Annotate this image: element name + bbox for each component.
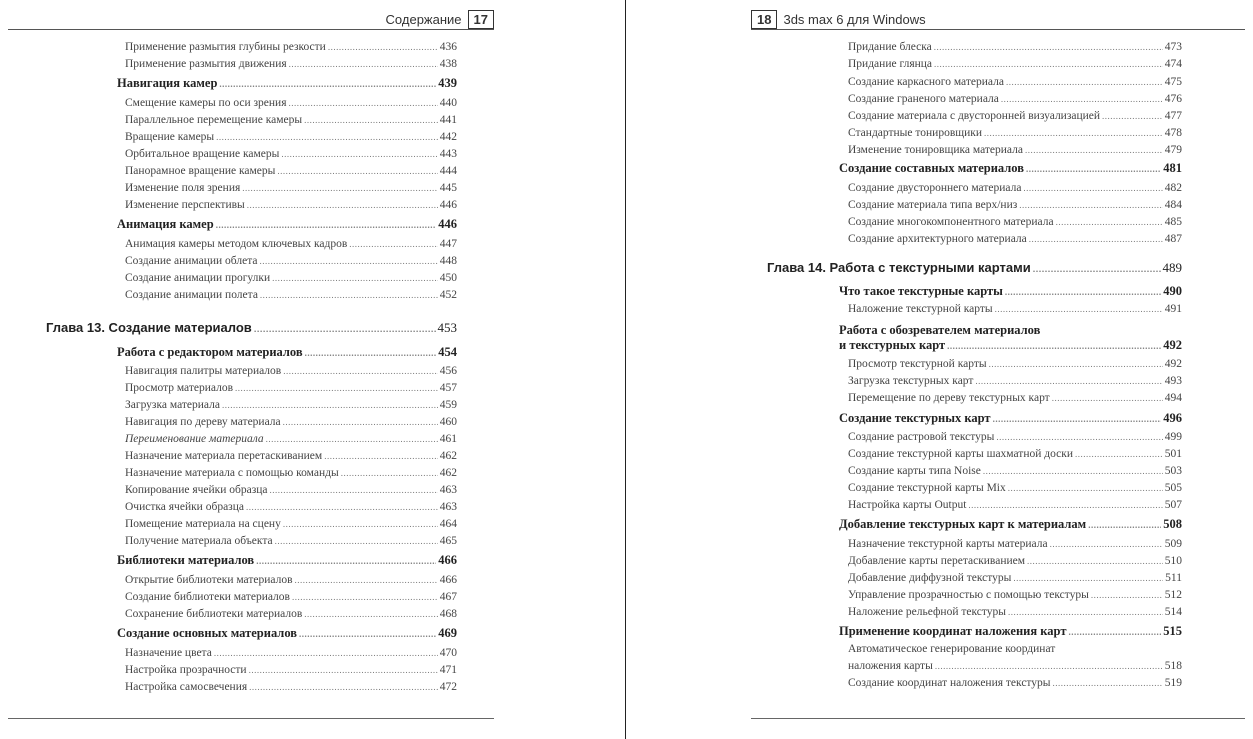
dot-leader bbox=[993, 414, 1162, 424]
dot-leader bbox=[1033, 264, 1161, 274]
page-gutter bbox=[625, 0, 626, 739]
toc-page-number: 491 bbox=[1164, 303, 1182, 315]
toc-subsection-row bbox=[125, 433, 457, 445]
toc-entry-title: Назначение текстурной карты материала bbox=[848, 538, 1048, 550]
dot-leader bbox=[349, 239, 437, 249]
toc-page-number: 519 bbox=[1164, 677, 1182, 689]
toc-page-number: 477 bbox=[1164, 110, 1182, 122]
toc-section-row bbox=[117, 626, 457, 641]
toc-subsection-row bbox=[125, 574, 457, 586]
toc-subsection-row bbox=[125, 399, 457, 411]
dot-leader bbox=[260, 290, 438, 300]
toc-entry-title: Настройка карты Output bbox=[848, 499, 967, 511]
dot-leader bbox=[222, 400, 438, 410]
toc-section-row bbox=[839, 338, 1182, 353]
toc-section-row bbox=[117, 553, 457, 568]
dot-leader bbox=[1019, 200, 1162, 210]
dot-leader bbox=[1088, 520, 1161, 530]
toc-page-number: 467 bbox=[439, 591, 457, 603]
toc-page-number: 462 bbox=[439, 450, 457, 462]
dot-leader bbox=[934, 59, 1163, 69]
toc-entry-title: Стандартные тонировщики bbox=[848, 127, 982, 139]
toc-entry-title: Создание текстурных карт bbox=[839, 411, 991, 425]
toc-subsection-row bbox=[848, 465, 1182, 477]
toc-subsection-row bbox=[125, 58, 457, 70]
toc-entry-title: Глава 14. Работа с текстурными картами bbox=[767, 260, 1031, 275]
toc-entry-title: Смещение камеры по оси зрения bbox=[125, 97, 287, 109]
left-page-number: 17 bbox=[468, 10, 494, 29]
toc-entry-title: Загрузка текстурных карт bbox=[848, 375, 974, 387]
toc-entry-title: Создание текстурной карты Mix bbox=[848, 482, 1006, 494]
toc-page-number: 466 bbox=[439, 574, 457, 586]
dot-leader bbox=[1052, 393, 1163, 403]
toc-section-row bbox=[839, 411, 1182, 426]
toc-entry-title: Панорамное вращение камеры bbox=[125, 165, 276, 177]
toc-page-number: 496 bbox=[1163, 411, 1182, 425]
dot-leader bbox=[968, 500, 1162, 510]
toc-subsection-row bbox=[125, 114, 457, 126]
toc-entry-title: Перемещение по дереву текстурных карт bbox=[848, 392, 1050, 404]
dot-leader bbox=[975, 376, 1162, 386]
toc-entry-title: Настройка самосвечения bbox=[125, 681, 248, 693]
toc-subsection-row bbox=[848, 589, 1182, 601]
toc-page-number: 453 bbox=[437, 320, 457, 335]
toc-entry-title: Наложение рельефной текстуры bbox=[848, 606, 1007, 618]
toc-entry-title: Настройка прозрачности bbox=[125, 664, 247, 676]
dot-leader bbox=[1008, 483, 1163, 493]
toc-page-number: 512 bbox=[1164, 589, 1182, 601]
toc-page-number: 470 bbox=[439, 647, 457, 659]
toc-subsection-row bbox=[125, 467, 457, 479]
dot-leader bbox=[341, 468, 438, 478]
dot-leader bbox=[1006, 77, 1163, 87]
toc-subsection-row bbox=[848, 572, 1182, 584]
dot-leader bbox=[304, 609, 437, 619]
toc-entry-title: Создание основных материалов bbox=[117, 626, 298, 640]
toc-section-row bbox=[839, 624, 1182, 639]
toc-subsection-row bbox=[125, 382, 457, 394]
toc-subsection-row bbox=[848, 182, 1182, 194]
dot-leader bbox=[292, 592, 438, 602]
toc-entry-title: Вращение камеры bbox=[125, 131, 215, 143]
toc-section-row bbox=[839, 517, 1182, 532]
toc-entry-title: Анимация камеры методом ключевых кадров bbox=[125, 238, 348, 250]
toc-entry-title: Создание каркасного материала bbox=[848, 76, 1004, 88]
toc-page-number: 463 bbox=[439, 484, 457, 496]
toc-entry-title: Создание карты типа Noise bbox=[848, 465, 981, 477]
toc-subsection-row bbox=[848, 303, 1182, 315]
toc-subsection-row bbox=[125, 199, 457, 211]
toc-entry-title: Что такое текстурные карты bbox=[839, 284, 1003, 298]
toc-subsection-row bbox=[848, 660, 1182, 672]
toc-page-number: 457 bbox=[439, 382, 457, 394]
dot-leader bbox=[219, 79, 436, 89]
toc-entry-title: Создание граненого материала bbox=[848, 93, 999, 105]
toc-page-number: 452 bbox=[439, 289, 457, 301]
toc-entry-title: и текстурных карт bbox=[839, 338, 946, 352]
toc-page-number: 505 bbox=[1164, 482, 1182, 494]
toc-page-number: 507 bbox=[1164, 499, 1182, 511]
dot-leader bbox=[947, 341, 1161, 351]
dot-leader bbox=[989, 359, 1163, 369]
toc-entry-title: Создание координат наложения текстуры bbox=[848, 677, 1051, 689]
toc-entry-title: Переименование материала bbox=[125, 433, 264, 445]
left-footer-rule bbox=[8, 718, 494, 719]
toc-page-number: 461 bbox=[439, 433, 457, 445]
toc-subsection-row bbox=[848, 677, 1182, 689]
toc-page-number: 438 bbox=[439, 58, 457, 70]
toc-subsection-row bbox=[848, 606, 1182, 618]
toc-subsection-row bbox=[848, 431, 1182, 443]
toc-entry-title: Создание библиотеки материалов bbox=[125, 591, 290, 603]
toc-entry-title: Придание глянца bbox=[848, 58, 933, 70]
toc-page-number: 462 bbox=[439, 467, 457, 479]
toc-entry-title: Навигация палитры материалов bbox=[125, 365, 282, 377]
toc-page-number: 454 bbox=[438, 345, 457, 359]
toc-section-row bbox=[117, 76, 457, 91]
toc-subsection-row bbox=[848, 555, 1182, 567]
toc-page-number: 473 bbox=[1164, 41, 1182, 53]
toc-entry-title: Создание составных материалов bbox=[839, 161, 1024, 175]
dot-leader bbox=[247, 200, 438, 210]
left-header-title: Содержание bbox=[385, 12, 462, 27]
dot-leader bbox=[1008, 607, 1163, 617]
dot-leader bbox=[281, 149, 437, 159]
toc-page-number: 468 bbox=[439, 608, 457, 620]
toc-subsection-row bbox=[125, 41, 457, 53]
toc-entry-title: Создание архитектурного материала bbox=[848, 233, 1027, 245]
dot-leader bbox=[996, 432, 1162, 442]
dot-leader bbox=[1013, 573, 1163, 583]
toc-page-number: 466 bbox=[438, 553, 457, 567]
dot-leader bbox=[246, 502, 438, 512]
toc-subsection-row bbox=[848, 392, 1182, 404]
toc-page-number: 493 bbox=[1164, 375, 1182, 387]
toc-page-number: 511 bbox=[1165, 572, 1182, 584]
toc-entry-title: Наложение текстурной карты bbox=[848, 303, 993, 315]
toc-entry-title: Библиотеки материалов bbox=[117, 553, 255, 567]
toc-subsection-row bbox=[125, 664, 457, 676]
toc-page-number: 456 bbox=[439, 365, 457, 377]
toc-page-number: 439 bbox=[438, 76, 457, 90]
toc-page-number: 489 bbox=[1162, 260, 1182, 275]
toc-page-number: 445 bbox=[439, 182, 457, 194]
dot-leader bbox=[1102, 111, 1163, 121]
toc-entry-title: Создание многокомпонентного материала bbox=[848, 216, 1054, 228]
toc-subsection-row bbox=[125, 365, 457, 377]
toc-page-number: 441 bbox=[439, 114, 457, 126]
toc-subsection-row bbox=[848, 144, 1182, 156]
dot-leader bbox=[1023, 183, 1162, 193]
toc-page-number: 479 bbox=[1164, 144, 1182, 156]
dot-leader bbox=[256, 556, 436, 566]
toc-entry-title: Применение координат наложения карт bbox=[839, 624, 1067, 638]
toc-subsection-row bbox=[125, 416, 457, 428]
toc-entry-title: Добавление текстурных карт к материалам bbox=[839, 517, 1087, 531]
toc-page-number: 440 bbox=[439, 97, 457, 109]
toc-page-number: 508 bbox=[1163, 517, 1182, 531]
toc-entry-title: Помещение материала на сцену bbox=[125, 518, 281, 530]
dot-leader bbox=[305, 348, 437, 358]
toc-subsection-row bbox=[848, 41, 1182, 53]
toc-entry-title: Создание материала с двусторонней визуализацией bbox=[848, 110, 1101, 122]
dot-leader bbox=[1053, 678, 1163, 688]
toc-subsection-row bbox=[848, 482, 1182, 494]
toc-page-number: 501 bbox=[1164, 448, 1182, 460]
toc-page-number: 485 bbox=[1164, 216, 1182, 228]
toc-page-number: 465 bbox=[439, 535, 457, 547]
toc-page-number: 518 bbox=[1164, 660, 1182, 672]
dot-leader bbox=[324, 451, 438, 461]
dot-leader bbox=[934, 42, 1163, 52]
dot-leader bbox=[295, 575, 438, 585]
toc-section-row bbox=[117, 345, 457, 360]
toc-page-number: 450 bbox=[439, 272, 457, 284]
toc-page-number: 492 bbox=[1163, 338, 1182, 352]
toc-subsection-row bbox=[125, 518, 457, 530]
toc-chapter-row bbox=[767, 260, 1182, 276]
toc-subsection-row bbox=[125, 591, 457, 603]
toc-subsection-row bbox=[848, 110, 1182, 122]
toc-subsection-row bbox=[125, 608, 457, 620]
dot-leader bbox=[289, 59, 438, 69]
toc-subsection-row bbox=[125, 255, 457, 267]
toc-entry-title: Создание растровой текстуры bbox=[848, 431, 995, 443]
left-header-rule bbox=[8, 29, 494, 30]
right-footer-rule bbox=[751, 718, 1245, 719]
dot-leader bbox=[328, 42, 438, 52]
dot-leader bbox=[283, 519, 438, 529]
dot-leader bbox=[275, 536, 438, 546]
dot-leader bbox=[1056, 217, 1163, 227]
toc-subsection-row bbox=[125, 182, 457, 194]
dot-leader bbox=[242, 183, 437, 193]
toc-page-number: 443 bbox=[439, 148, 457, 160]
toc-entry-title: Навигация камер bbox=[117, 76, 218, 90]
toc-page-number: 509 bbox=[1164, 538, 1182, 550]
right-page-number: 18 bbox=[751, 10, 777, 29]
toc-page-number: 490 bbox=[1163, 284, 1182, 298]
right-running-header bbox=[751, 10, 926, 30]
toc-subsection-row bbox=[125, 238, 457, 250]
right-page bbox=[627, 0, 1253, 739]
toc-entry-title: Добавление карты перетаскиванием bbox=[848, 555, 1026, 567]
toc-subsection-row bbox=[848, 93, 1182, 105]
toc-entry-title: Сохранение библиотеки материалов bbox=[125, 608, 303, 620]
toc-page-number: 448 bbox=[439, 255, 457, 267]
toc-page-number: 510 bbox=[1164, 555, 1182, 567]
dot-leader bbox=[272, 273, 438, 283]
dot-leader bbox=[1025, 145, 1163, 155]
toc-subsection-row bbox=[848, 375, 1182, 387]
toc-subsection-row bbox=[125, 501, 457, 513]
toc-entry-title: Просмотр материалов bbox=[125, 382, 234, 394]
toc-page-number: 446 bbox=[438, 217, 457, 231]
dot-leader bbox=[216, 220, 437, 230]
toc-subsection-row bbox=[848, 358, 1182, 370]
toc-subsection-row bbox=[125, 647, 457, 659]
toc-entry-title: Открытие библиотеки материалов bbox=[125, 574, 293, 586]
toc-subsection-row bbox=[848, 127, 1182, 139]
toc-subsection-row bbox=[125, 97, 457, 109]
toc-subsection-row bbox=[125, 148, 457, 160]
toc-entry-title: Получение материала объекта bbox=[125, 535, 273, 547]
dot-leader bbox=[984, 128, 1163, 138]
toc-entry-title: Изменение перспективы bbox=[125, 199, 245, 211]
dot-leader bbox=[283, 417, 438, 427]
right-header-rule bbox=[751, 29, 1245, 30]
dot-leader bbox=[1075, 449, 1163, 459]
toc-entry-title: Загрузка материала bbox=[125, 399, 220, 411]
toc-subsection-row bbox=[125, 484, 457, 496]
dot-leader bbox=[1005, 287, 1161, 297]
dot-leader bbox=[304, 115, 438, 125]
dot-leader bbox=[266, 434, 438, 444]
toc-entry-title: Создание текстурной карты шахматной доски bbox=[848, 448, 1073, 460]
dot-leader bbox=[254, 324, 436, 334]
dot-leader bbox=[1001, 94, 1163, 104]
toc-entry-title: Копирование ячейки образца bbox=[125, 484, 268, 496]
toc-page-number: 469 bbox=[438, 626, 457, 640]
toc-entry-text: Автоматическое генерирование координат bbox=[848, 643, 1056, 655]
toc-page-number: 499 bbox=[1164, 431, 1182, 443]
toc-page-number: 460 bbox=[439, 416, 457, 428]
toc-entry-title: Параллельное перемещение камеры bbox=[125, 114, 303, 126]
toc-entry-title: Очистка ячейки образца bbox=[125, 501, 244, 513]
toc-entry-title: Применение размытия движения bbox=[125, 58, 287, 70]
dot-leader bbox=[1068, 627, 1161, 637]
toc-page-number: 464 bbox=[439, 518, 457, 530]
toc-page-number: 446 bbox=[439, 199, 457, 211]
dot-leader bbox=[216, 132, 438, 142]
dot-leader bbox=[259, 256, 437, 266]
dot-leader bbox=[249, 665, 438, 675]
toc-subsection-row bbox=[848, 499, 1182, 511]
toc-entry-title: Создание анимации полета bbox=[125, 289, 258, 301]
toc-section-row bbox=[117, 217, 457, 232]
dot-leader bbox=[1029, 234, 1163, 244]
dot-leader bbox=[270, 485, 438, 495]
toc-subsection-row bbox=[125, 165, 457, 177]
toc-subsection-row bbox=[125, 450, 457, 462]
toc-page-number: 474 bbox=[1164, 58, 1182, 70]
toc-page-number: 494 bbox=[1164, 392, 1182, 404]
left-running-header bbox=[386, 10, 494, 30]
dot-leader bbox=[983, 466, 1163, 476]
toc-subsection-row bbox=[848, 58, 1182, 70]
toc-subsection-row bbox=[848, 538, 1182, 550]
toc-subsection-row bbox=[848, 199, 1182, 211]
toc-subsection-row bbox=[848, 448, 1182, 460]
toc-page-number: 442 bbox=[439, 131, 457, 143]
toc-subsection-row bbox=[848, 76, 1182, 88]
toc-entry-title: наложения карты bbox=[848, 660, 933, 672]
toc-page-number: 484 bbox=[1164, 199, 1182, 211]
toc-entry-title: Глава 13. Создание материалов bbox=[46, 320, 252, 335]
toc-entry-title: Изменение поля зрения bbox=[125, 182, 241, 194]
toc-entry-title: Анимация камер bbox=[117, 217, 214, 231]
toc-page-number: 444 bbox=[439, 165, 457, 177]
dot-leader bbox=[1050, 539, 1163, 549]
dot-leader bbox=[283, 366, 438, 376]
toc-entry-title: Создание анимации облета bbox=[125, 255, 258, 267]
toc-subsection-row bbox=[125, 289, 457, 301]
toc-entry-title: Управление прозрачностью с помощью текстуры bbox=[848, 589, 1089, 601]
toc-entry-title: Назначение материала с помощью команды bbox=[125, 467, 339, 479]
toc-entry-title: Работа с редактором материалов bbox=[117, 345, 303, 359]
toc-entry-title: Создание анимации прогулки bbox=[125, 272, 271, 284]
toc-page-number: 514 bbox=[1164, 606, 1182, 618]
toc-page-number: 463 bbox=[439, 501, 457, 513]
dot-leader bbox=[1091, 590, 1163, 600]
toc-subsection-row bbox=[125, 681, 457, 693]
toc-chapter-row bbox=[46, 320, 457, 336]
toc-page-number: 492 bbox=[1164, 358, 1182, 370]
toc-entry-title: Навигация по дереву материала bbox=[125, 416, 281, 428]
toc-entry-title: Орбитальное вращение камеры bbox=[125, 148, 280, 160]
toc-entry-text: Работа с обозревателем материалов bbox=[839, 323, 1041, 337]
dot-leader bbox=[299, 629, 436, 639]
left-page bbox=[0, 0, 626, 739]
toc-entry-title: Назначение цвета bbox=[125, 647, 212, 659]
dot-leader bbox=[289, 98, 438, 108]
dot-leader bbox=[995, 304, 1163, 314]
toc-subsection-row bbox=[848, 216, 1182, 228]
toc-entry-title: Применение размытия глубины резкости bbox=[125, 41, 326, 53]
toc-page-number: 481 bbox=[1163, 161, 1182, 175]
toc-page-number: 487 bbox=[1164, 233, 1182, 245]
dot-leader bbox=[1026, 164, 1161, 174]
toc-page-number: 515 bbox=[1163, 624, 1182, 638]
dot-leader bbox=[1027, 556, 1163, 566]
toc-entry-title: Назначение материала перетаскиванием bbox=[125, 450, 323, 462]
toc-subsection-row bbox=[125, 535, 457, 547]
toc-page-number: 436 bbox=[439, 41, 457, 53]
toc-subsection-row bbox=[125, 272, 457, 284]
toc-page-number: 478 bbox=[1164, 127, 1182, 139]
toc-page-number: 459 bbox=[439, 399, 457, 411]
dot-leader bbox=[277, 166, 437, 176]
toc-page-number: 475 bbox=[1164, 76, 1182, 88]
toc-page-number: 476 bbox=[1164, 93, 1182, 105]
toc-page-number: 447 bbox=[439, 238, 457, 250]
toc-page-number: 472 bbox=[439, 681, 457, 693]
toc-section-row bbox=[839, 161, 1182, 176]
toc-entry-title: Создание материала типа верх/низ bbox=[848, 199, 1018, 211]
toc-subsection-row bbox=[848, 233, 1182, 245]
right-header-title: 3ds max 6 для Windows bbox=[783, 12, 926, 27]
toc-entry-title: Придание блеска bbox=[848, 41, 932, 53]
toc-section-row bbox=[839, 284, 1182, 299]
dot-leader bbox=[249, 682, 438, 692]
dot-leader bbox=[935, 661, 1163, 671]
toc-page-number: 503 bbox=[1164, 465, 1182, 477]
toc-subsection-row bbox=[125, 131, 457, 143]
toc-entry-title: Добавление диффузной текстуры bbox=[848, 572, 1012, 584]
toc-entry-title: Создание двустороннего материала bbox=[848, 182, 1022, 194]
toc-entry-title: Просмотр текстурной карты bbox=[848, 358, 987, 370]
toc-page-number: 482 bbox=[1164, 182, 1182, 194]
toc-entry-title: Изменение тонировщика материала bbox=[848, 144, 1023, 156]
dot-leader bbox=[235, 383, 438, 393]
toc-page-number: 471 bbox=[439, 664, 457, 676]
dot-leader bbox=[214, 648, 438, 658]
